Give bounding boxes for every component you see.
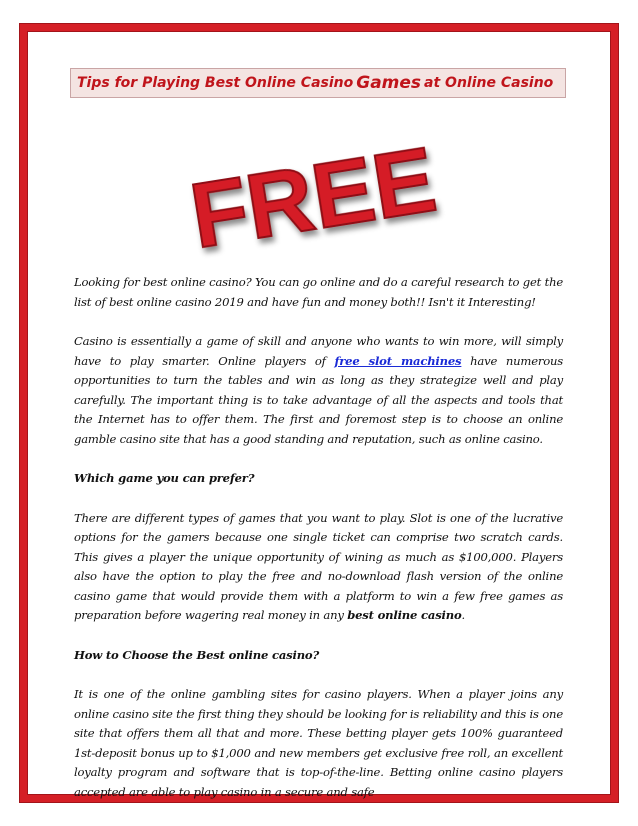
free-graphic: [183, 121, 443, 268]
title-part-1: Tips for Playing Best Online Casino: [77, 75, 354, 91]
best-online-casino-bold: best online casino: [347, 608, 462, 622]
paragraph-intro: Looking for best online casino? You can go online and do a careful research to get the list of best online casino 2019 and have fun and money both!! Isn't it Interesting!: [74, 275, 563, 309]
heading-which-game: Which game you can prefer?: [74, 471, 255, 485]
document-title: [70, 68, 566, 98]
paragraph-text: Casino is essentially a game of skill and anyone who wants to win more, will simply have to play smarter. Online players of: [74, 334, 563, 368]
title-part-2: Games: [356, 73, 422, 93]
paragraph-text: have numerous opportunities to turn the tables and win as long as they strategize well and play carefully. The important thing is to take advantage of all the aspects and tools that the Internet has to offer them. The first and foremost step is to choose an online gamble casino site that has a good standing and reputation, such as online casino.: [74, 353, 563, 446]
free-graphic-text: FREE: [183, 128, 443, 268]
free-slot-machines-link[interactable]: free slot machines: [334, 353, 462, 368]
heading-how-to-choose: How to Choose the Best online casino?: [74, 647, 320, 662]
paragraph-game-types: [74, 509, 563, 626]
paragraph-casino-skill: [74, 332, 563, 449]
paragraph-text: There are different types of games that you want to play. Slot is one of the lucrative options for the gamers because one single ticket can comprise two scratch cards. This gives a player the unique opportunity of wining as much as $100,000. Players also have the option to play the free and no-download flash version of the online casino game that would provide them with a platform to win a few free games as preparation before wagering real money in any: [74, 510, 563, 622]
paragraph-text: .: [461, 608, 465, 622]
title-part-3: at Online Casino: [424, 75, 554, 91]
article-body: [74, 273, 563, 822]
paragraph-online-gambling: It is one of the online gambling sites for casino players. When a player joins any online casino site the first thing they should be looking for is reliability and this is one site that offers them all that and more. These betting player gets 100% guaranteed 1st-deposit bonus up to $1,000 and new members get exclusive free roll, an excellent loyalty program and software that is top-of-the-line. Betting online casino players accepted are able to play casino in a secure and safe: [74, 687, 563, 799]
